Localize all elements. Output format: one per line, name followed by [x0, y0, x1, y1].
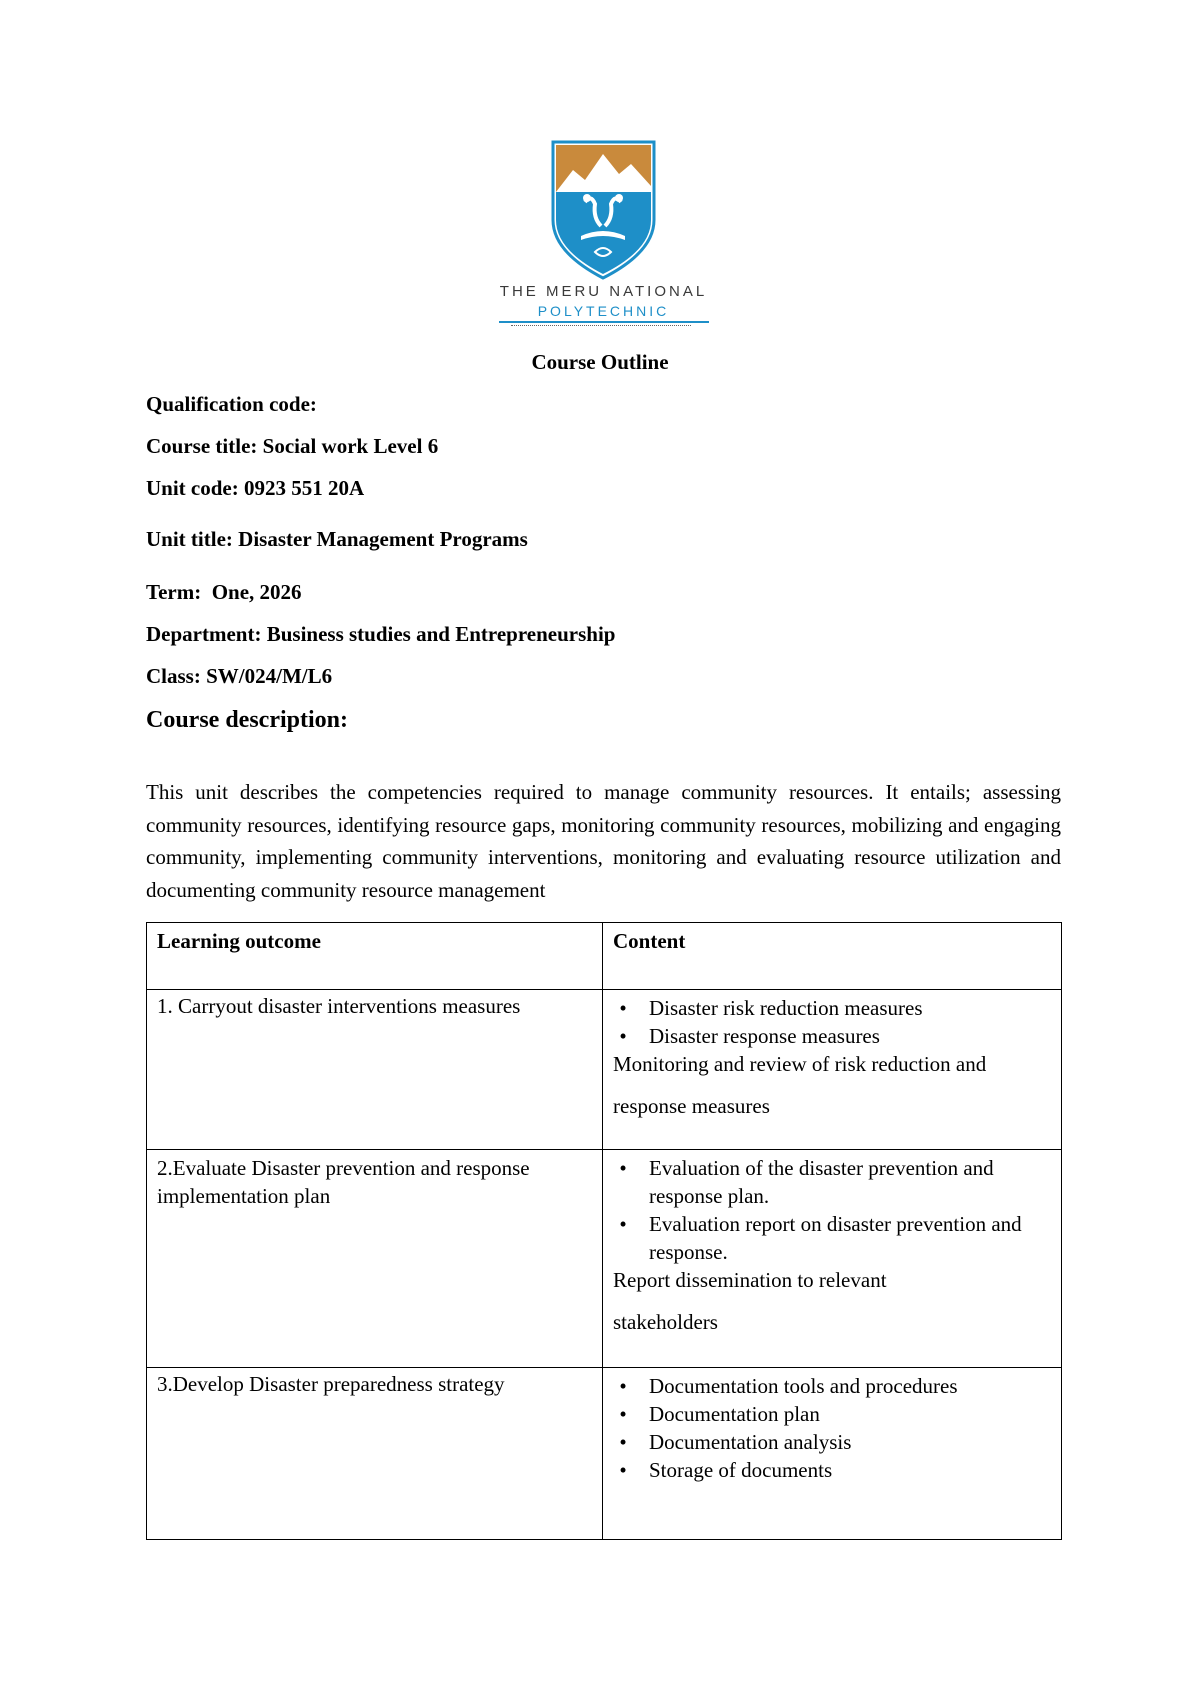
content-note: Monitoring and review of risk reduction and — [613, 1052, 987, 1076]
logo-motto — [511, 325, 691, 330]
unit-code — [146, 476, 364, 501]
field-label: Department: — [146, 622, 262, 646]
field-value: One, 2026 — [206, 580, 302, 604]
logo-name-line2: POLYTECHNIC — [537, 303, 670, 319]
field-label: Term: — [146, 580, 202, 604]
list-item: • Evaluation of the disaster prevention and response plan. — [649, 1154, 1051, 1210]
outcome-table — [146, 922, 1062, 1540]
unit-title — [146, 527, 528, 552]
table-header-row — [147, 923, 1062, 990]
description-heading: Course description: — [146, 707, 348, 733]
content-note: stakeholders — [613, 1310, 718, 1334]
header-learning-outcome: Learning outcome — [147, 923, 603, 990]
list-item: • Evaluation report on disaster prevention and response. — [649, 1210, 1051, 1266]
institution-logo — [491, 140, 716, 335]
content-cell — [603, 990, 1062, 1150]
field-value: Disaster Management Programs — [238, 527, 528, 551]
field-label: Unit title: — [146, 527, 233, 551]
content-cell — [603, 1368, 1062, 1540]
list-item: • Disaster response measures — [649, 1022, 1051, 1050]
content-note: Report dissemination to relevant — [613, 1268, 887, 1292]
outcome-cell: 2.Evaluate Disaster prevention and response implementation plan — [147, 1150, 603, 1368]
content-cell — [603, 1150, 1062, 1368]
content-list — [613, 1372, 1051, 1484]
list-item: • Storage of documents — [649, 1456, 1051, 1484]
content-note: response measures — [613, 1094, 770, 1118]
field-label: Qualification code: — [146, 392, 317, 416]
table-row — [147, 1368, 1062, 1540]
field-label: Course title: — [146, 434, 258, 458]
content-list — [613, 994, 1051, 1050]
logo-name-line1: THE MERU NATIONAL — [499, 283, 708, 300]
outcome-cell: 3.Develop Disaster preparedness strategy — [147, 1368, 603, 1540]
list-item: • Documentation tools and procedures — [649, 1372, 1051, 1400]
table-row — [147, 990, 1062, 1150]
course-title — [146, 434, 438, 459]
field-value: Social work Level 6 — [262, 434, 439, 458]
list-item: • Documentation plan — [649, 1400, 1051, 1428]
document-title: Course Outline — [531, 350, 669, 374]
table-row — [147, 1150, 1062, 1368]
field-label: Unit code: — [146, 476, 239, 500]
qualification-code — [146, 392, 317, 417]
field-value: Business studies and Entrepreneurship — [266, 622, 616, 646]
logo-divider — [499, 321, 709, 323]
list-item: • Documentation analysis — [649, 1428, 1051, 1456]
outcome-cell: 1. Carryout disaster interventions measures — [147, 990, 603, 1150]
term — [146, 580, 302, 605]
class — [146, 664, 332, 689]
list-item: • Disaster risk reduction measures — [649, 994, 1051, 1022]
content-list — [613, 1154, 1051, 1266]
field-value: 0923 551 20A — [244, 476, 365, 500]
shield-crest-icon — [551, 140, 656, 280]
field-value: SW/024/M/L6 — [206, 664, 333, 688]
description-text: This unit describes the competencies required to manage community resources. It entails; assessing community resources, identifying resource gaps, monitoring community resources, mobilizing and engaging community, implementing community interventions, monitoring and evaluating resource utilization and documenting community resource management — [146, 780, 1061, 902]
department — [146, 622, 615, 647]
field-label: Class: — [146, 664, 201, 688]
header-content: Content — [603, 923, 1062, 990]
